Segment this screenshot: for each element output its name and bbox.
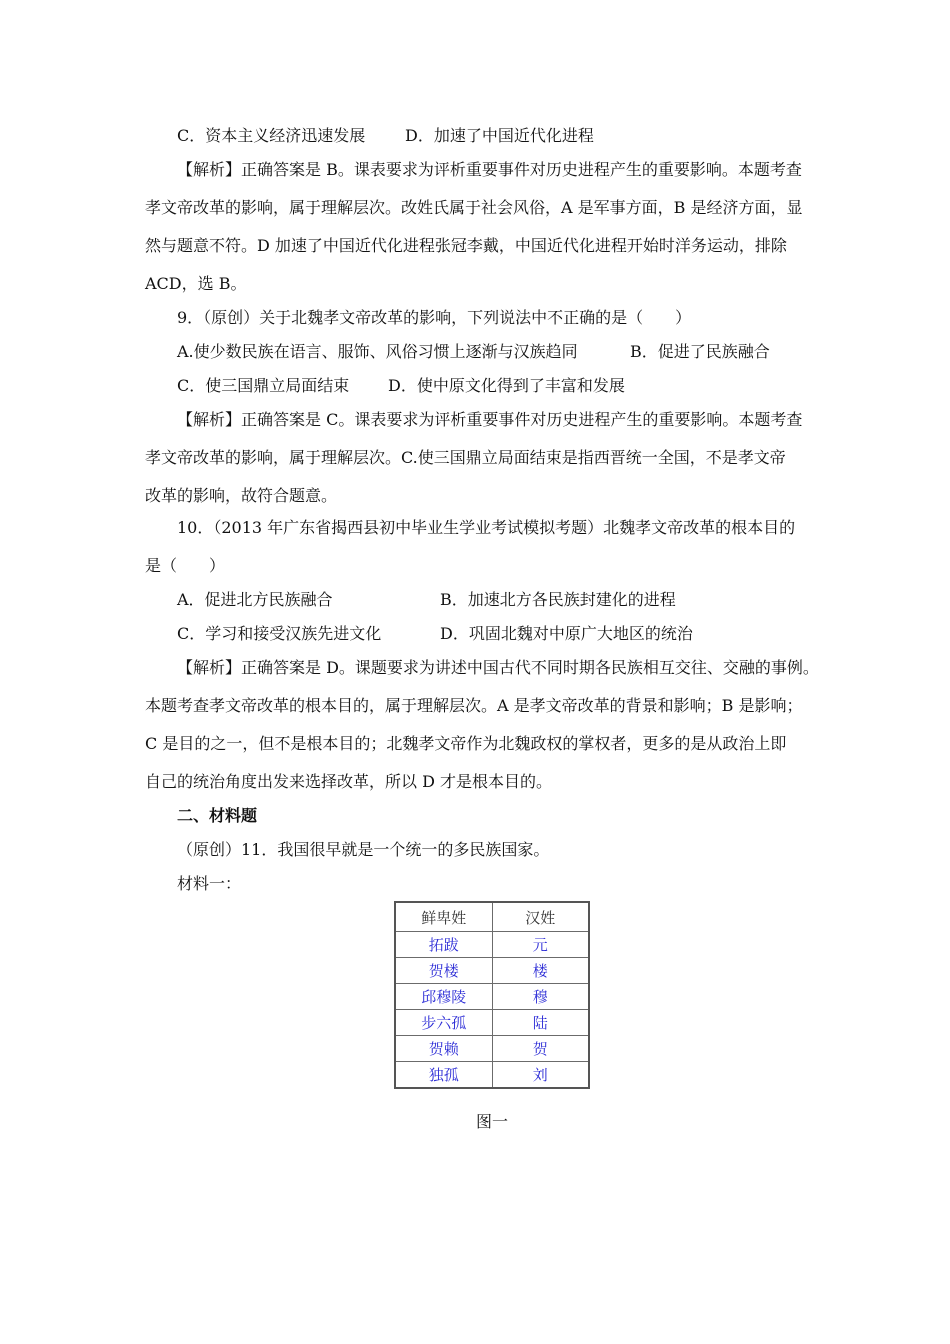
table-row	[395, 984, 589, 1010]
han-surname: 穆	[492, 984, 589, 1010]
q10-option-b: B．加速北方各民族封建化的进程	[440, 590, 676, 609]
q9-option-b: B．促进了民族融合	[630, 342, 770, 361]
analysis-line: 【解析】正确答案是 D。课题要求为讲述中国古代不同时期各民族相互交往、交融的事例。	[177, 658, 819, 677]
q9-stem: 9．（原创）关于北魏孝文帝改革的影响，下列说法中不正确的是（ ）	[177, 308, 692, 327]
analysis-line: ACD，选 B。	[145, 274, 247, 293]
xianbei-surname: 邱穆陵	[395, 984, 492, 1010]
han-surname: 刘	[492, 1062, 589, 1089]
q8-option-c: C．资本主义经济迅速发展	[177, 126, 366, 145]
analysis-line: 【解析】正确答案是 C。课表要求为评析重要事件对历史进程产生的重要影响。本题考查	[177, 410, 803, 429]
header-xianbei: 鲜卑姓	[395, 902, 492, 932]
table-row	[395, 958, 589, 984]
q10-option-d: D．巩固北魏对中原广大地区的统治	[440, 624, 693, 643]
q10-stem: 10．（2013 年广东省揭西县初中毕业生学业考试模拟考题）北魏孝文帝改革的根本目的	[177, 518, 796, 537]
q10-option-c: C．学习和接受汉族先进文化	[177, 624, 382, 643]
q8-option-d: D．加速了中国近代化进程	[405, 126, 594, 145]
han-surname: 元	[492, 932, 589, 958]
xianbei-surname: 贺赖	[395, 1036, 492, 1062]
table-row	[395, 1036, 589, 1062]
analysis-line: C 是目的之一，但不是根本目的；北魏孝文帝作为北魏政权的掌权者，更多的是从政治上即	[145, 734, 787, 753]
material-label: 材料一：	[177, 874, 242, 893]
xianbei-surname: 步六孤	[395, 1010, 492, 1036]
q9-option-c: C．使三国鼎立局面结束	[177, 376, 350, 395]
figure-caption: 图一	[476, 1112, 509, 1131]
q10-option-a: A．促进北方民族融合	[177, 590, 333, 609]
xianbei-surname: 独孤	[395, 1062, 492, 1089]
q9-option-d: D．使中原文化得到了丰富和发展	[388, 376, 625, 395]
table-header-row	[395, 902, 589, 932]
xianbei-surname: 贺楼	[395, 958, 492, 984]
q10-stem-cont: 是（ ）	[145, 556, 226, 575]
table-row	[395, 1062, 589, 1089]
analysis-line: 自己的统治角度出发来选择改革，所以 D 才是根本目的。	[145, 772, 553, 791]
section-heading: 二、材料题	[177, 806, 258, 825]
surname-table	[394, 901, 590, 1089]
analysis-line: 【解析】正确答案是 B。课表要求为评析重要事件对历史进程产生的重要影响。本题考查	[177, 160, 802, 179]
xianbei-surname: 拓跋	[395, 932, 492, 958]
table-row	[395, 932, 589, 958]
han-surname: 陆	[492, 1010, 589, 1036]
han-surname: 楼	[492, 958, 589, 984]
analysis-line: 然与题意不符。D 加速了中国近代化进程张冠李戴，中国近代化进程开始时洋务运动，排除	[145, 236, 787, 255]
q9-option-a: A.使少数民族在语言、服饰、风俗习惯上逐渐与汉族趋同	[177, 342, 578, 361]
analysis-line: 孝文帝改革的影响，属于理解层次。改姓氏属于社会风俗，A 是军事方面，B 是经济方面，显	[145, 198, 803, 217]
han-surname: 贺	[492, 1036, 589, 1062]
analysis-line: 孝文帝改革的影响，属于理解层次。C.使三国鼎立局面结束是指西晋统一全国，不是孝文帝	[145, 448, 786, 467]
analysis-line: 本题考查孝文帝改革的根本目的，属于理解层次。A 是孝文帝改革的背景和影响；B 是影响；	[145, 696, 803, 715]
table-row	[395, 1010, 589, 1036]
header-han: 汉姓	[492, 902, 589, 932]
analysis-line: 改革的影响，故符合题意。	[145, 486, 338, 505]
q11-stem: （原创）11．我国很早就是一个统一的多民族国家。	[177, 840, 550, 859]
